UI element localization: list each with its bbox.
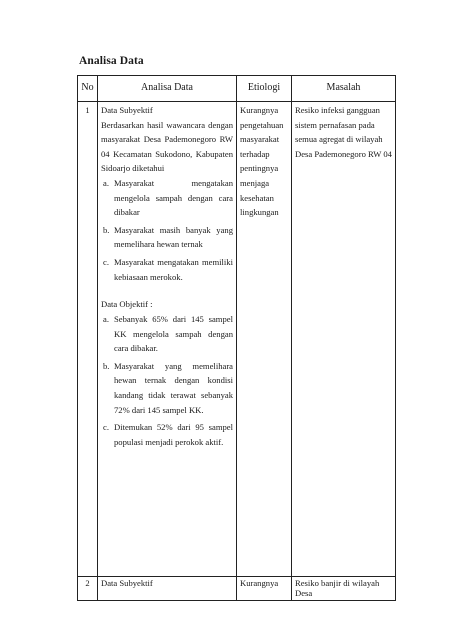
objective-list [101, 312, 233, 449]
analisa-cell: Data Subyektif [98, 577, 237, 601]
row-number: 2 [78, 577, 98, 601]
table-row [78, 577, 396, 601]
list-text: Ditemukan 52% dari 95 sampel populasi menjadi perokok aktif. [114, 422, 233, 447]
etiologi-cell: Kurangnya [237, 577, 292, 601]
subjective-label: Data Subyektif [101, 105, 153, 115]
subjective-intro: Berdasarkan hasil wawancara dengan masyarakat Desa Pademonegoro RW 04 Kecamatan Sukodono, Kabupaten Sidoarjo diketahui [101, 119, 233, 174]
table-header-row [78, 76, 396, 102]
masalah-cell: Resiko infeksi gangguan sistem pernafasan pada semua agregat di wilayah Desa Pademonegoro RW 04 [292, 102, 396, 577]
list-marker: a. [103, 178, 109, 189]
list-marker: c. [103, 422, 109, 433]
list-text: Masyarakat mengatakan memiliki kebiasaan merokok. [114, 257, 233, 282]
page-title: Analisa Data [79, 55, 144, 67]
list-text: Masyarakat mengatakan mengelola sampah dengan cara dibakar [114, 178, 233, 218]
analysis-table [77, 75, 396, 601]
list-item [101, 420, 233, 449]
list-marker: c. [103, 257, 109, 268]
list-item [101, 359, 233, 417]
table-row [78, 102, 396, 577]
subjective-list [101, 176, 233, 284]
header-etiologi: Etiologi [237, 76, 292, 102]
etiologi-cell: Kurangnya pengetahuan masyarakat terhadap pentingnya menjaga kesehatan lingkungan [237, 102, 292, 577]
list-item [101, 223, 233, 252]
analisa-cell [98, 102, 237, 577]
list-marker: b. [103, 360, 110, 371]
list-marker: a. [103, 313, 109, 324]
header-no: No [78, 76, 98, 102]
header-analisa-data: Analisa Data [98, 76, 237, 102]
list-item [101, 176, 233, 220]
masalah-cell: Resiko banjir di wilayah Desa [292, 577, 396, 601]
header-masalah: Masalah [292, 76, 396, 102]
row-number: 1 [78, 102, 98, 577]
list-item [101, 255, 233, 284]
list-item [101, 312, 233, 356]
list-marker: b. [103, 224, 110, 235]
objective-label: Data Objektif : [101, 299, 153, 310]
list-text: Masyarakat masih banyak yang memelihara hewan ternak [114, 224, 233, 250]
list-text: Sebanyak 65% dari 145 sampel KK mengelola sampah dengan cara dibakar. [114, 313, 233, 354]
list-text: Masyarakat yang memelihara hewan ternak dengan kondisi kandang tidak terawat sebanyak 72% dari 145 sampel KK. [114, 360, 233, 415]
